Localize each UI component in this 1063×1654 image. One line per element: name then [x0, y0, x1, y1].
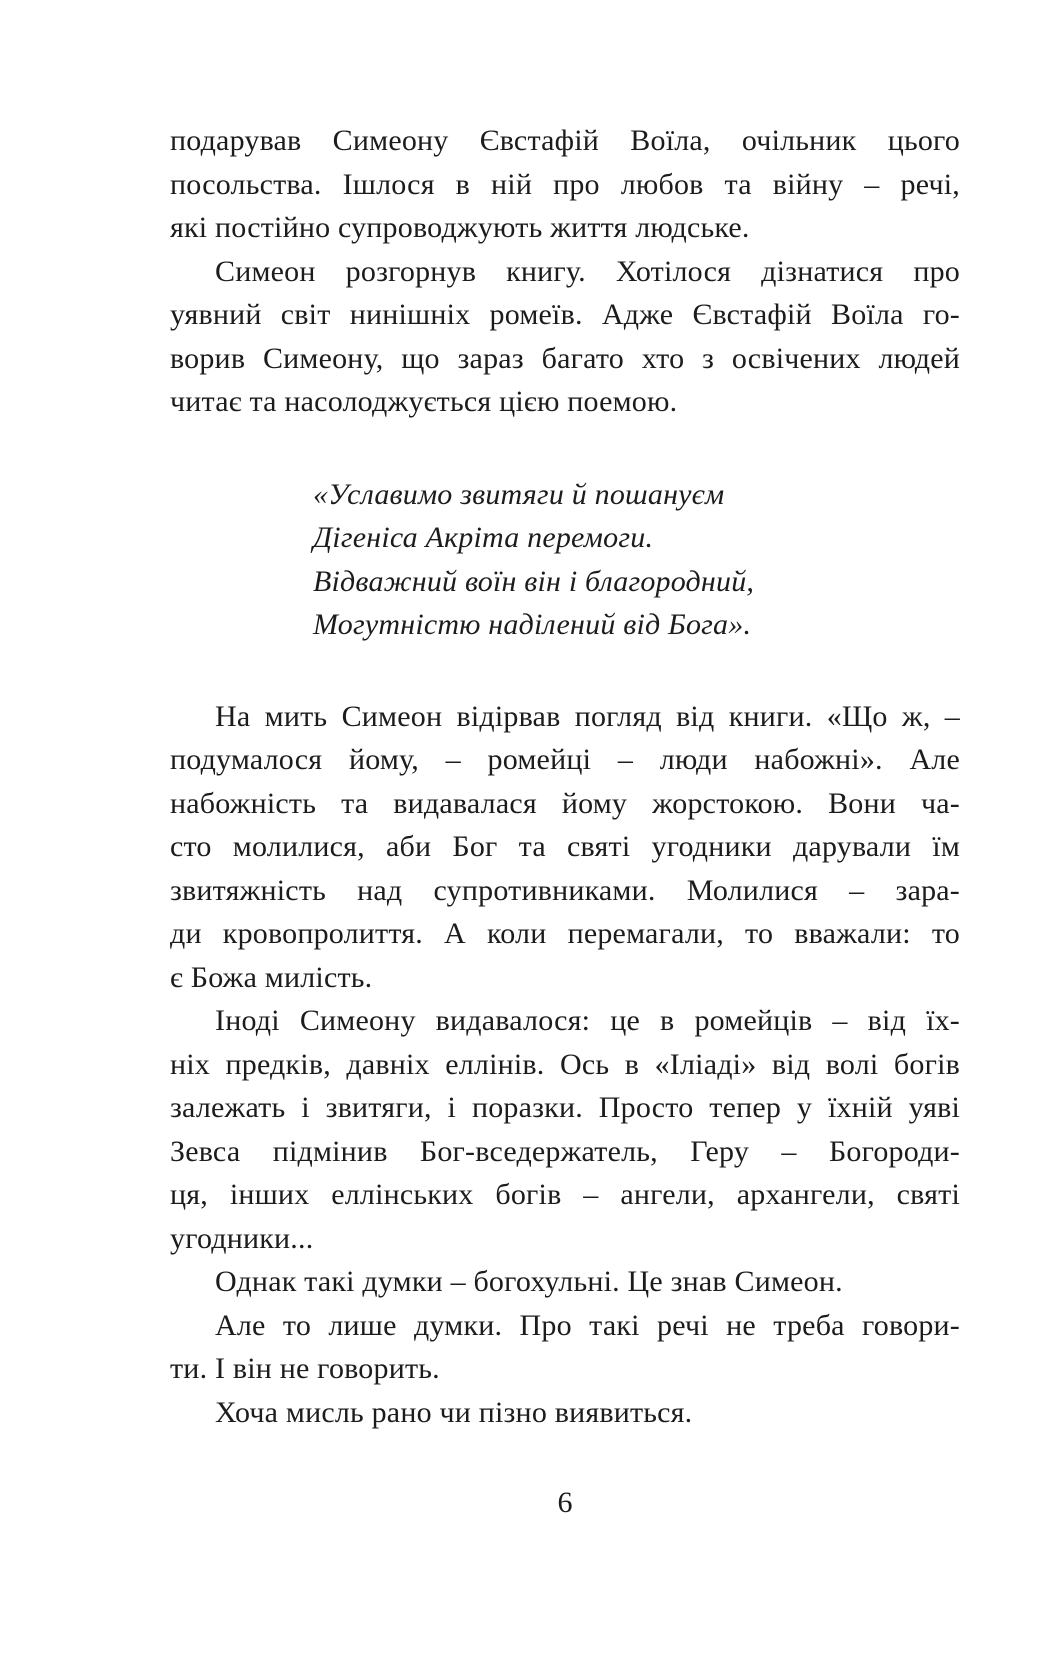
text-line: уявний світ нинішніх ромеїв. Адже Євстафій Воїла го-: [170, 298, 960, 331]
text-line: Відважний воїн він і благородний,: [313, 564, 755, 598]
text-line: ти. І він не говорить.: [170, 1352, 440, 1385]
text-block: [170, 119, 960, 1434]
text-line: сто молилися, аби Бог та святі угодники дарували їм: [170, 830, 960, 863]
text-line: залежать і звитяги, і поразки. Просто тепер у їхній уяві: [170, 1091, 960, 1124]
text-line: угодники...: [170, 1221, 314, 1255]
paragraph: [170, 119, 960, 250]
text-line: Іноді Симеону видавалося: це в ромейців – від їх-: [215, 1004, 960, 1037]
text-line: посольства. Ішлося в ній про любов та війну – речі,: [170, 167, 960, 201]
text-line: звитяжність над супротивниками. Молилися – зара-: [170, 873, 960, 907]
text-line: На мить Симеон відірвав погляд від книги. «Що ж, –: [215, 699, 960, 733]
text-line: Зевса підмінив Бог-вседержатель, Геру – Богороди-: [170, 1134, 960, 1168]
text-line: ворив Симеону, що зараз багато хто з освічених людей: [170, 341, 960, 375]
text-line: «Уславимо звитяги й пошануєм: [313, 477, 725, 511]
text-line: Дігеніса Акріта перемоги.: [313, 521, 654, 554]
text-line: подумалося йому, – ромейці – люди набожні». Але: [170, 743, 960, 776]
text-line: ди кровопролиття. А коли перемагали, то вважали: то: [170, 917, 960, 950]
paragraph: [170, 250, 960, 424]
paragraph: [170, 695, 960, 1000]
paragraph: [170, 1304, 960, 1391]
text-line: Симеон розгорнув книгу. Хотілося дізнатися про: [215, 254, 960, 288]
text-line: які постійно супроводжують життя людське.: [170, 211, 750, 244]
text-line: ця, інших еллінських богів – ангели, архангели, святі: [170, 1178, 960, 1211]
verse-quote: [170, 473, 960, 647]
text-line: подарував Симеону Євстафій Воїла, очільник цього: [170, 124, 960, 157]
text-line: є Божа милість.: [170, 960, 373, 994]
paragraph: [170, 999, 960, 1260]
text-line: набожність та видавалася йому жорстокою. Вони ча-: [170, 786, 960, 820]
paragraph: [170, 1391, 960, 1435]
text-line: Однак такі думки – богохульні. Це знав Симеон.: [215, 1265, 843, 1298]
page-number: 6: [557, 1486, 573, 1519]
text-line: Але то лише думки. Про такі речі не треба говори-: [215, 1308, 960, 1342]
text-line: читає та насолоджується цією поемою.: [170, 385, 678, 418]
text-line: Хоча мисль рано чи пізно виявиться.: [215, 1395, 693, 1429]
text-line: Могутністю наділений від Бога».: [313, 608, 752, 641]
text-line: ніх предків, давніх еллінів. Ось в «Іліаді» від волі богів: [170, 1047, 960, 1081]
paragraph: [170, 1260, 960, 1304]
